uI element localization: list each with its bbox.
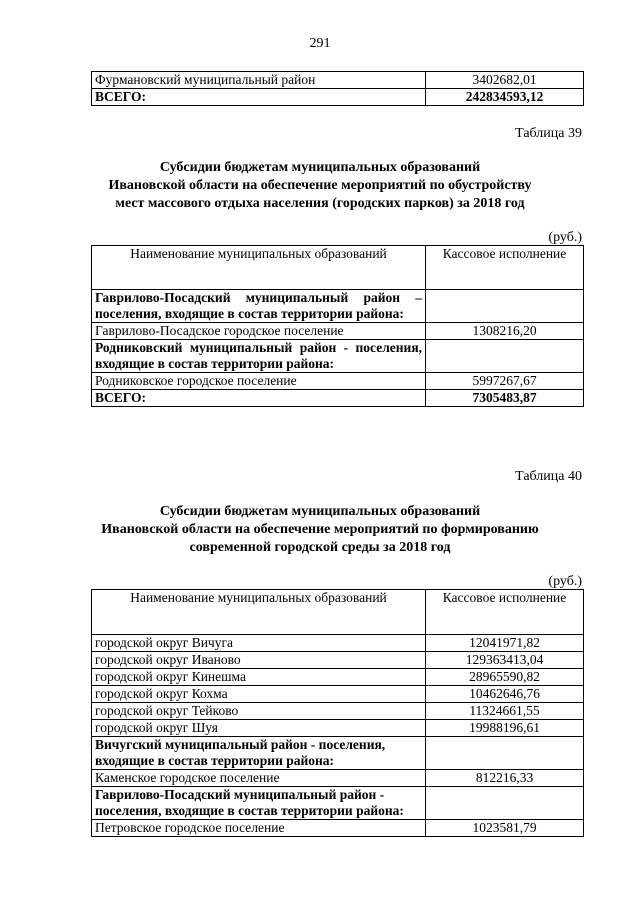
table-39-label: Таблица 39 [515,126,582,141]
row-value [426,290,584,323]
table-row [92,720,584,737]
table-row [92,770,584,787]
row-name: Вичугский муниципальный район - поселения, входящие в состав территории района: [92,737,426,770]
table-row [92,390,584,407]
row-name: Петровское городское поселение [92,820,426,837]
row-name: Родниковский муниципальный район - поселения, входящие в состав территории района: [92,340,426,373]
row-value [426,787,584,820]
row-value [426,737,584,770]
row-value: 28965590,82 [426,669,584,686]
title-line: Ивановской области на обеспечение мероприятий по формированию [101,522,539,537]
page-number: 291 [309,36,331,51]
table-row [92,290,584,323]
row-value [426,340,584,373]
row-value: 12041971,82 [426,635,584,652]
row-name: городской округ Вичуга [92,635,426,652]
title-line: Ивановской области на обеспечение мероприятий по обустройству [108,178,532,193]
table-row [92,72,584,89]
table-39-unit: (руб.) [548,230,582,245]
row-value: 11324661,55 [426,703,584,720]
table-40-unit: (руб.) [548,574,582,589]
table-row [92,635,584,652]
table-row [92,820,584,837]
table-row [92,737,584,770]
table-row [92,340,584,373]
table-row [92,787,584,820]
table-row [92,703,584,720]
row-value: 1308216,20 [426,323,584,340]
table-row [92,686,584,703]
row-value: 3402682,01 [426,72,584,89]
table-row [92,373,584,390]
row-value: 242834593,12 [426,89,584,106]
row-value: 129363413,04 [426,652,584,669]
row-value: 812216,33 [426,770,584,787]
column-header-value: Кассовое исполнение [426,590,584,635]
row-value: 10462646,76 [426,686,584,703]
table-row [92,323,584,340]
column-header-name: Наименование муниципальных образований [92,590,426,635]
row-name: Каменское городское поселение [92,770,426,787]
row-value: 19988196,61 [426,720,584,737]
row-value: 7305483,87 [426,390,584,407]
row-name: Родниковское городское поселение [92,373,426,390]
row-name: городской округ Шуя [92,720,426,737]
table-row [92,652,584,669]
table-header-row [92,590,584,635]
row-name: городской округ Тейково [92,703,426,720]
table-header-row [92,246,584,290]
table-39 [91,245,584,407]
column-header-value: Кассовое исполнение [426,246,584,290]
row-name: городской округ Иваново [92,652,426,669]
row-name: ВСЕГО: [92,89,426,106]
table-39-title [0,159,640,213]
table-40-label: Таблица 40 [515,469,582,484]
row-value: 1023581,79 [426,820,584,837]
row-name: Фурмановский муниципальный район [92,72,426,89]
row-name: городской округ Кинешма [92,669,426,686]
title-line: Субсидии бюджетам муниципальных образований [159,504,481,519]
row-name: городской округ Кохма [92,686,426,703]
continuation-table [91,71,584,106]
title-line: мест массового отдыха населения (городских парков) за 2018 год [115,196,525,211]
table-row [92,669,584,686]
table-40-title [0,503,640,557]
row-name: ВСЕГО: [92,390,426,407]
table-row [92,89,584,106]
column-header-name: Наименование муниципальных образований [92,246,426,290]
row-value: 5997267,67 [426,373,584,390]
row-name: Гаврилово-Посадское городское поселение [92,323,426,340]
title-line: Субсидии бюджетам муниципальных образований [159,160,481,175]
row-name: Гаврилово-Посадский муниципальный район - поселения, входящие в состав территории района: [92,787,426,820]
table-40 [91,589,584,837]
row-name: Гаврилово-Посадский муниципальный район – поселения, входящие в состав территории района: [92,290,426,323]
title-line: современной городской среды за 2018 год [189,540,451,555]
